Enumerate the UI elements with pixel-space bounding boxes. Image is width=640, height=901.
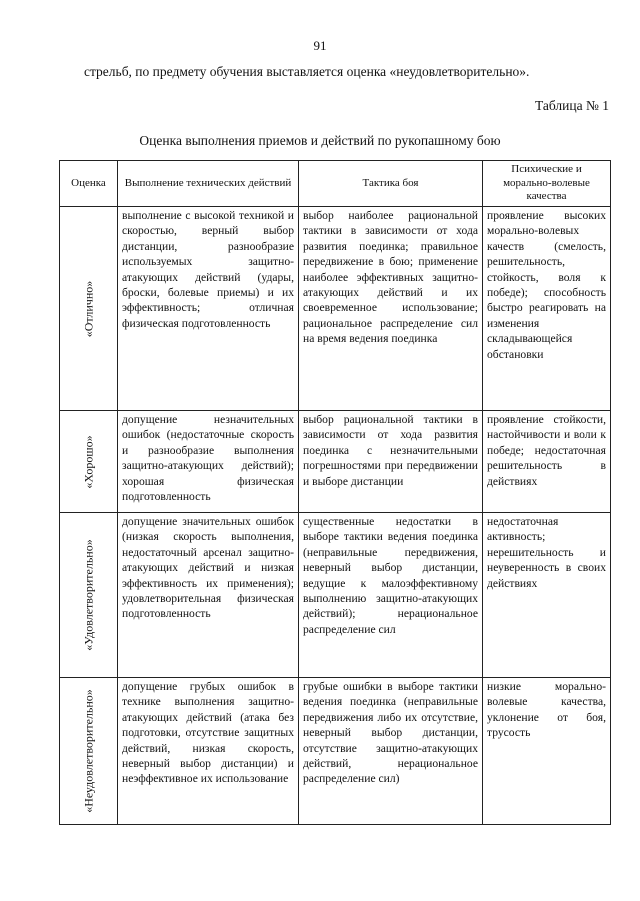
grade-cell: [60, 513, 118, 678]
header-technique: Выполнение технических действий: [118, 161, 299, 207]
header-psychology: Психические и морально-волевые качества: [483, 161, 611, 207]
grade-cell: [60, 411, 118, 513]
page-number: 91: [313, 38, 327, 53]
technique-cell: допущение грубых ошибок в технике выполнения защитно-атакующих действий (атака без подготовки, отсутствие защитных действий, низкая скорость, неверный выбор дистанции) и неэффективное их использование: [118, 678, 299, 825]
table-row: [60, 207, 611, 411]
tactics-cell: существенные недостатки в выборе тактики ведения поединка (неправильные передвижения, неверный выбор дистанции, ведущие к малоэффективному выполнению защитно-атакующих действий); нерациональное распределение сил: [299, 513, 483, 678]
assessment-table: [59, 160, 611, 825]
technique-cell: допущение значительных ошибок (низкая скорость выполнения, недостаточный арсенал защитно-атакующих действий и низкая эффективность их применения); удовлетворительная физическая подготовленность: [118, 513, 299, 678]
grade-cell: [60, 678, 118, 825]
psychology-cell: низкие морально-волевые качества, уклонение от боя, трусость: [483, 678, 611, 825]
table-row: [60, 411, 611, 513]
technique-cell: допущение незначительных ошибок (недостаточные скорость и разнообразие выполнения защитно-атакующих действий); хорошая физическая подготовленность: [118, 411, 299, 513]
grade-label: «Неудовлетворительно»: [80, 689, 95, 813]
header-tactics: Тактика боя: [299, 161, 483, 207]
table-number: Таблица № 1: [535, 98, 609, 113]
technique-cell: выполнение с высокой техникой и скоростью, верный выбор дистанции, разнообразие используемых защитно-атакующих действий (удары, броски, болевые приемы) и их эффективность; отличная физическая подготовленность: [118, 207, 299, 411]
table-row: [60, 678, 611, 825]
grade-label: «Хорошо»: [80, 434, 95, 489]
tactics-cell: грубые ошибки в выборе тактики ведения поединка (неправильные передвижения либо их отсутствие, неверный выбор дистанции, отсутствие защитно-атакующих действий, нерациональное распределение сил): [299, 678, 483, 825]
tactics-cell: выбор наиболее рациональной тактики в зависимости от хода развития поединка; правильное передвижение в бою; применение наиболее эффективных защитно-атакующих действий и их своевременное использование; рациональное распределение сил на время ведения поединка: [299, 207, 483, 411]
table-row: [60, 513, 611, 678]
grade-label: «Отлично»: [80, 280, 95, 337]
psychology-cell: проявление высоких морально-волевых качеств (смелость, решительность, стойкость, воля к победе); способность быстро реагировать на изменения складывающейся обстановки: [483, 207, 611, 411]
intro-text: стрельб, по предмету обучения выставляется оценка «неудовлетворительно».: [84, 64, 530, 79]
table-title: Оценка выполнения приемов и действий по рукопашному бою: [139, 133, 501, 148]
psychology-cell: недостаточная активность; нерешительность и неуверенность в своих действиях: [483, 513, 611, 678]
grade-cell: [60, 207, 118, 411]
header-grade: Оценка: [60, 161, 118, 207]
grade-label: «Удовлетворительно»: [80, 539, 95, 651]
table-header-row: [60, 161, 611, 207]
tactics-cell: выбор рациональной тактики в зависимости от хода развития поединка с незначительными погрешностями при передвижении и выборе дистанции: [299, 411, 483, 513]
psychology-cell: проявление стойкости, настойчивости и воли к победе; недостаточная решительность в действиях: [483, 411, 611, 513]
